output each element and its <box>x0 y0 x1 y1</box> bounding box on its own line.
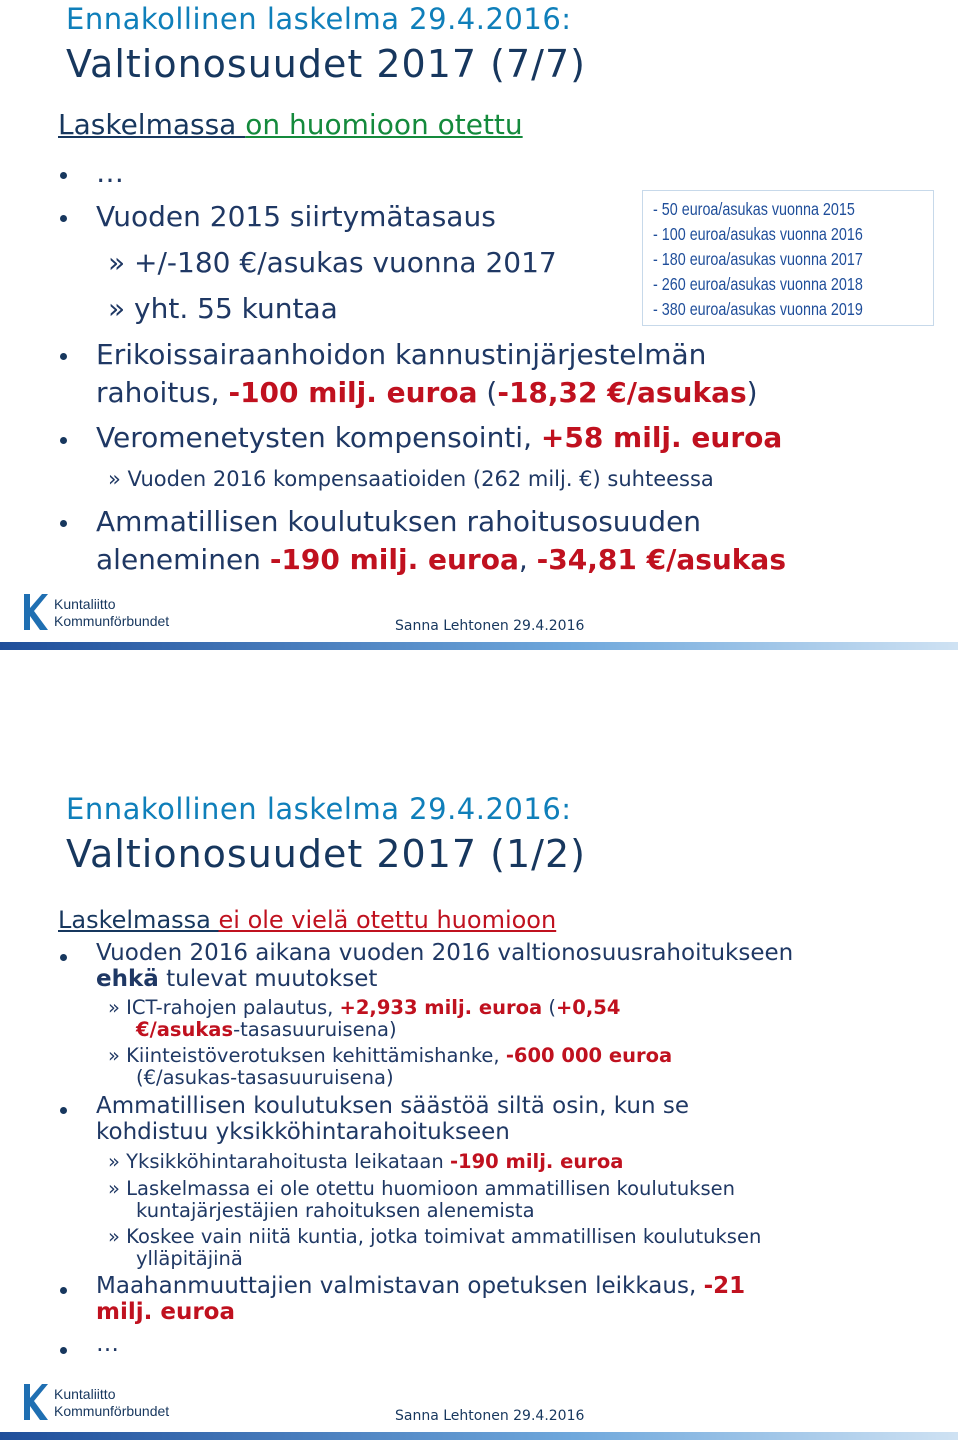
emphasis: ehkä <box>96 966 159 992</box>
text: » Kiinteistöverotuksen kehittämishanke, <box>108 1044 506 1067</box>
heading-prefix: Laskelmassa <box>58 108 246 141</box>
slide-supertitle: Ennakollinen laskelma 29.4.2016: <box>66 2 572 36</box>
sub-bullet-applies-only-cont: ylläpitäjinä <box>136 1247 243 1270</box>
slide-title: Valtionosuudet 2017 (7/7) <box>66 42 586 86</box>
text: ) <box>746 376 758 409</box>
unit: €/asukas <box>136 1018 234 1041</box>
schedule-line: - 50 euroa/asukas vuonna 2015 <box>653 199 855 219</box>
schedule-line: - 380 euroa/asukas vuonna 2019 <box>653 299 863 319</box>
footer-author-date: Sanna Lehtonen 29.4.2016 <box>395 1408 585 1424</box>
text: aleneminen <box>96 543 270 576</box>
text: Veromenetysten kompensointi, <box>96 421 541 454</box>
section-heading <box>58 906 556 934</box>
bullet-dot <box>60 954 67 961</box>
text: » Yksikköhintarahoitusta leikataan <box>108 1150 450 1173</box>
bullet-dot <box>60 215 67 222</box>
bullet-hospital-incentive: Erikoissairaanhoidon kannustinjärjestelmän <box>96 338 707 371</box>
text: Maahanmuuttajien valmistavan opetuksen leikkaus, <box>96 1273 704 1299</box>
amount: +58 milj. euroa <box>540 421 783 454</box>
k-logo-icon <box>22 594 48 630</box>
bullet-dot <box>60 520 67 527</box>
text: , <box>518 543 537 576</box>
sub-bullet-property-tax <box>108 1044 672 1067</box>
footer-bar <box>0 642 958 650</box>
bullet-immigrant-education <box>96 1273 745 1299</box>
amount-per-resident: -18,32 €/asukas <box>497 376 747 409</box>
bullet-2016-changes-cont <box>96 966 377 992</box>
text: -tasasuuruisena) <box>233 1018 397 1041</box>
sub-bullet-ict <box>108 996 620 1019</box>
sub-bullet-property-tax-cont: (€/asukas-tasasuuruisena) <box>136 1066 394 1089</box>
amount: -21 <box>703 1273 746 1299</box>
bullet-vocational-funding-cont <box>96 543 786 576</box>
sub-bullet-unit-price-cut <box>108 1150 623 1173</box>
heading-highlight: ei ole vielä otettu huomioon <box>218 906 557 934</box>
kuntaliitto-logo <box>22 594 182 634</box>
logo-text-line2: Kommunförbundet <box>54 1403 170 1419</box>
sub-bullet-not-included: » Laskelmassa ei ole otettu huomioon ammatillisen koulutuksen <box>108 1177 735 1200</box>
amount: -100 milj. euroa <box>228 376 478 409</box>
amount: -190 milj. euroa <box>449 1150 624 1173</box>
bullet-dot <box>60 1107 67 1114</box>
sub-bullet-not-included-cont: kuntajärjestäjien rahoituksen alenemista <box>136 1199 535 1222</box>
amount: -600 000 euroa <box>505 1044 673 1067</box>
footer-bar <box>0 1432 958 1440</box>
bullet-vocational-funding: Ammatillisen koulutuksen rahoitusosuuden <box>96 505 702 538</box>
text: tulevat muutokset <box>158 966 378 992</box>
text: rahoitus, <box>96 376 229 409</box>
bullet-dot <box>60 353 67 360</box>
k-logo-icon <box>22 1384 48 1420</box>
amount: -190 milj. euroa <box>269 543 519 576</box>
bullet-2016-changes: Vuoden 2016 aikana vuoden 2016 valtionosuusrahoitukseen <box>96 940 794 966</box>
slide-7-of-7 <box>0 0 960 660</box>
bullet-dot <box>60 1347 67 1354</box>
section-heading <box>58 108 523 141</box>
slide-title: Valtionosuudet 2017 (1/2) <box>66 832 586 876</box>
logo-text-line2: Kommunförbundet <box>54 613 170 629</box>
text: » ICT-rahojen palautus, <box>108 996 340 1019</box>
logo-text-line1: Kuntaliitto <box>54 596 116 612</box>
slide-supertitle: Ennakollinen laskelma 29.4.2016: <box>66 792 572 826</box>
slide-1-of-2 <box>0 790 960 1450</box>
bullet-dot <box>60 1287 67 1294</box>
bullet-vocational-savings-cont: kohdistuu yksikköhintarahoitukseen <box>96 1119 510 1145</box>
schedule-line: - 260 euroa/asukas vuonna 2018 <box>653 274 863 294</box>
amount-per-resident: -34,81 €/asukas <box>536 543 786 576</box>
text: ( <box>477 376 498 409</box>
schedule-line: - 180 euroa/asukas vuonna 2017 <box>653 249 863 269</box>
sub-bullet-ict-cont <box>136 1018 397 1041</box>
bullet-hospital-incentive-cont <box>96 376 758 409</box>
bullet-dot <box>60 172 67 179</box>
logo-text-line1: Kuntaliitto <box>54 1386 116 1402</box>
amount-per-resident: +0,54 <box>555 996 621 1019</box>
transition-schedule-box <box>642 190 934 326</box>
sub-bullet-municipality-count: » yht. 55 kuntaa <box>108 292 338 325</box>
bullet-ellipsis: … <box>96 1331 119 1357</box>
text: ( <box>542 996 556 1019</box>
sub-bullet-per-resident: » +/-180 €/asukas vuonna 2017 <box>108 246 557 279</box>
heading-prefix: Laskelmassa <box>58 906 219 934</box>
heading-highlight: on huomioon otettu <box>245 108 523 141</box>
kuntaliitto-logo <box>22 1384 182 1424</box>
amount: +2,933 milj. euroa <box>339 996 543 1019</box>
bullet-tax-compensation <box>96 421 782 454</box>
bullet-dot <box>60 437 67 444</box>
sub-bullet-applies-only: » Koskee vain niitä kuntia, jotka toimivat ammatillisen koulutuksen <box>108 1225 762 1248</box>
sub-bullet-2016-compensation: » Vuoden 2016 kompensaatioiden (262 milj. €) suhteessa <box>108 467 714 491</box>
bullet-ellipsis: … <box>96 156 124 189</box>
bullet-vocational-savings: Ammatillisen koulutuksen säästöä siltä osin, kun se <box>96 1093 689 1119</box>
footer-author-date: Sanna Lehtonen 29.4.2016 <box>395 618 585 634</box>
bullet-immigrant-education-cont: milj. euroa <box>96 1299 235 1325</box>
schedule-line: - 100 euroa/asukas vuonna 2016 <box>653 224 863 244</box>
bullet-transition-compensation: Vuoden 2015 siirtymätasaus <box>96 200 496 233</box>
